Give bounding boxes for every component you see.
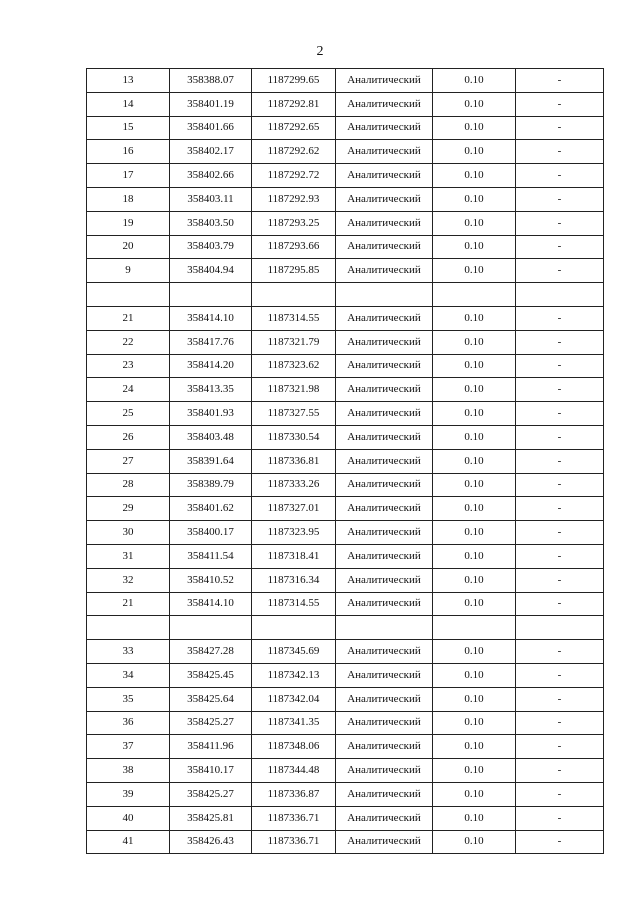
note-cell: - bbox=[516, 116, 604, 140]
table-row bbox=[87, 735, 604, 759]
x-coordinate-cell: 358402.17 bbox=[170, 140, 252, 164]
x-coordinate-cell: 358414.20 bbox=[170, 354, 252, 378]
accuracy-cell: 0.10 bbox=[433, 330, 516, 354]
y-coordinate-cell: 1187318.41 bbox=[252, 544, 336, 568]
y-coordinate-cell: 1187327.01 bbox=[252, 497, 336, 521]
method-cell: Аналитический bbox=[336, 330, 433, 354]
accuracy-cell: 0.10 bbox=[433, 116, 516, 140]
note-cell: - bbox=[516, 735, 604, 759]
x-coordinate-cell: 358427.28 bbox=[170, 640, 252, 664]
x-coordinate-cell: 358403.50 bbox=[170, 211, 252, 235]
note-cell: - bbox=[516, 378, 604, 402]
y-coordinate-cell: 1187342.04 bbox=[252, 687, 336, 711]
accuracy-cell: 0.10 bbox=[433, 473, 516, 497]
method-cell bbox=[336, 283, 433, 307]
note-cell: - bbox=[516, 830, 604, 854]
x-coordinate-cell bbox=[170, 616, 252, 640]
point-number-cell: 17 bbox=[87, 164, 170, 188]
table-row bbox=[87, 473, 604, 497]
y-coordinate-cell: 1187292.81 bbox=[252, 92, 336, 116]
accuracy-cell: 0.10 bbox=[433, 640, 516, 664]
table-row bbox=[87, 402, 604, 426]
method-cell: Аналитический bbox=[336, 687, 433, 711]
y-coordinate-cell bbox=[252, 616, 336, 640]
y-coordinate-cell: 1187293.66 bbox=[252, 235, 336, 259]
note-cell: - bbox=[516, 187, 604, 211]
accuracy-cell: 0.10 bbox=[433, 687, 516, 711]
table-row bbox=[87, 425, 604, 449]
table-row bbox=[87, 211, 604, 235]
table-row bbox=[87, 140, 604, 164]
y-coordinate-cell: 1187348.06 bbox=[252, 735, 336, 759]
coordinates-table bbox=[86, 68, 604, 854]
accuracy-cell bbox=[433, 616, 516, 640]
method-cell: Аналитический bbox=[336, 402, 433, 426]
point-number-cell: 9 bbox=[87, 259, 170, 283]
table-row bbox=[87, 544, 604, 568]
separator-row bbox=[87, 616, 604, 640]
y-coordinate-cell: 1187344.48 bbox=[252, 759, 336, 783]
table-row bbox=[87, 164, 604, 188]
point-number-cell: 30 bbox=[87, 521, 170, 545]
y-coordinate-cell: 1187321.98 bbox=[252, 378, 336, 402]
accuracy-cell: 0.10 bbox=[433, 425, 516, 449]
note-cell: - bbox=[516, 711, 604, 735]
table-row bbox=[87, 640, 604, 664]
point-number-cell: 21 bbox=[87, 306, 170, 330]
x-coordinate-cell: 358401.66 bbox=[170, 116, 252, 140]
x-coordinate-cell: 358425.27 bbox=[170, 711, 252, 735]
accuracy-cell: 0.10 bbox=[433, 164, 516, 188]
point-number-cell: 18 bbox=[87, 187, 170, 211]
y-coordinate-cell: 1187292.72 bbox=[252, 164, 336, 188]
accuracy-cell: 0.10 bbox=[433, 402, 516, 426]
x-coordinate-cell: 358401.19 bbox=[170, 92, 252, 116]
x-coordinate-cell: 358425.81 bbox=[170, 806, 252, 830]
accuracy-cell: 0.10 bbox=[433, 544, 516, 568]
y-coordinate-cell: 1187292.93 bbox=[252, 187, 336, 211]
note-cell: - bbox=[516, 687, 604, 711]
table-row bbox=[87, 663, 604, 687]
point-number-cell: 37 bbox=[87, 735, 170, 759]
point-number-cell: 26 bbox=[87, 425, 170, 449]
note-cell: - bbox=[516, 497, 604, 521]
x-coordinate-cell: 358403.48 bbox=[170, 425, 252, 449]
point-number-cell: 19 bbox=[87, 211, 170, 235]
method-cell: Аналитический bbox=[336, 187, 433, 211]
point-number-cell: 16 bbox=[87, 140, 170, 164]
y-coordinate-cell: 1187330.54 bbox=[252, 425, 336, 449]
point-number-cell: 24 bbox=[87, 378, 170, 402]
table-row bbox=[87, 330, 604, 354]
note-cell: - bbox=[516, 140, 604, 164]
y-coordinate-cell: 1187336.87 bbox=[252, 782, 336, 806]
method-cell: Аналитический bbox=[336, 497, 433, 521]
method-cell: Аналитический bbox=[336, 140, 433, 164]
method-cell bbox=[336, 616, 433, 640]
accuracy-cell: 0.10 bbox=[433, 735, 516, 759]
note-cell: - bbox=[516, 330, 604, 354]
accuracy-cell: 0.10 bbox=[433, 354, 516, 378]
x-coordinate-cell: 358401.93 bbox=[170, 402, 252, 426]
note-cell bbox=[516, 283, 604, 307]
note-cell: - bbox=[516, 402, 604, 426]
note-cell: - bbox=[516, 782, 604, 806]
table-row bbox=[87, 69, 604, 93]
x-coordinate-cell: 358388.07 bbox=[170, 69, 252, 93]
table-row bbox=[87, 497, 604, 521]
x-coordinate-cell: 358414.10 bbox=[170, 592, 252, 616]
table-row bbox=[87, 711, 604, 735]
note-cell: - bbox=[516, 259, 604, 283]
x-coordinate-cell: 358411.96 bbox=[170, 735, 252, 759]
x-coordinate-cell: 358413.35 bbox=[170, 378, 252, 402]
point-number-cell bbox=[87, 616, 170, 640]
accuracy-cell: 0.10 bbox=[433, 378, 516, 402]
x-coordinate-cell: 358400.17 bbox=[170, 521, 252, 545]
note-cell: - bbox=[516, 449, 604, 473]
x-coordinate-cell: 358401.62 bbox=[170, 497, 252, 521]
accuracy-cell: 0.10 bbox=[433, 140, 516, 164]
x-coordinate-cell: 358402.66 bbox=[170, 164, 252, 188]
table-row bbox=[87, 187, 604, 211]
method-cell: Аналитический bbox=[336, 759, 433, 783]
y-coordinate-cell: 1187293.25 bbox=[252, 211, 336, 235]
x-coordinate-cell: 358403.11 bbox=[170, 187, 252, 211]
accuracy-cell: 0.10 bbox=[433, 92, 516, 116]
point-number-cell: 22 bbox=[87, 330, 170, 354]
method-cell: Аналитический bbox=[336, 806, 433, 830]
point-number-cell: 27 bbox=[87, 449, 170, 473]
y-coordinate-cell bbox=[252, 283, 336, 307]
point-number-cell: 35 bbox=[87, 687, 170, 711]
method-cell: Аналитический bbox=[336, 592, 433, 616]
y-coordinate-cell: 1187333.26 bbox=[252, 473, 336, 497]
y-coordinate-cell: 1187327.55 bbox=[252, 402, 336, 426]
note-cell: - bbox=[516, 473, 604, 497]
accuracy-cell: 0.10 bbox=[433, 806, 516, 830]
point-number-cell: 28 bbox=[87, 473, 170, 497]
x-coordinate-cell: 358425.45 bbox=[170, 663, 252, 687]
table-row bbox=[87, 378, 604, 402]
accuracy-cell: 0.10 bbox=[433, 211, 516, 235]
table-row bbox=[87, 235, 604, 259]
note-cell: - bbox=[516, 354, 604, 378]
method-cell: Аналитический bbox=[336, 378, 433, 402]
x-coordinate-cell: 358425.27 bbox=[170, 782, 252, 806]
accuracy-cell: 0.10 bbox=[433, 782, 516, 806]
note-cell: - bbox=[516, 640, 604, 664]
table-row bbox=[87, 259, 604, 283]
method-cell: Аналитический bbox=[336, 830, 433, 854]
note-cell: - bbox=[516, 568, 604, 592]
accuracy-cell: 0.10 bbox=[433, 521, 516, 545]
x-coordinate-cell bbox=[170, 283, 252, 307]
note-cell: - bbox=[516, 164, 604, 188]
point-number-cell bbox=[87, 283, 170, 307]
method-cell: Аналитический bbox=[336, 164, 433, 188]
x-coordinate-cell: 358404.94 bbox=[170, 259, 252, 283]
y-coordinate-cell: 1187345.69 bbox=[252, 640, 336, 664]
y-coordinate-cell: 1187336.71 bbox=[252, 830, 336, 854]
x-coordinate-cell: 358425.64 bbox=[170, 687, 252, 711]
point-number-cell: 41 bbox=[87, 830, 170, 854]
table-row bbox=[87, 354, 604, 378]
accuracy-cell: 0.10 bbox=[433, 69, 516, 93]
y-coordinate-cell: 1187295.85 bbox=[252, 259, 336, 283]
method-cell: Аналитический bbox=[336, 663, 433, 687]
point-number-cell: 34 bbox=[87, 663, 170, 687]
x-coordinate-cell: 358391.64 bbox=[170, 449, 252, 473]
separator-row bbox=[87, 283, 604, 307]
accuracy-cell: 0.10 bbox=[433, 449, 516, 473]
note-cell: - bbox=[516, 521, 604, 545]
accuracy-cell: 0.10 bbox=[433, 759, 516, 783]
y-coordinate-cell: 1187292.62 bbox=[252, 140, 336, 164]
method-cell: Аналитический bbox=[336, 735, 433, 759]
note-cell: - bbox=[516, 425, 604, 449]
note-cell: - bbox=[516, 663, 604, 687]
method-cell: Аналитический bbox=[336, 449, 433, 473]
y-coordinate-cell: 1187316.34 bbox=[252, 568, 336, 592]
y-coordinate-cell: 1187336.71 bbox=[252, 806, 336, 830]
point-number-cell: 38 bbox=[87, 759, 170, 783]
method-cell: Аналитический bbox=[336, 544, 433, 568]
y-coordinate-cell: 1187292.65 bbox=[252, 116, 336, 140]
coordinates-table-body bbox=[87, 69, 604, 854]
method-cell: Аналитический bbox=[336, 568, 433, 592]
y-coordinate-cell: 1187314.55 bbox=[252, 306, 336, 330]
y-coordinate-cell: 1187336.81 bbox=[252, 449, 336, 473]
y-coordinate-cell: 1187314.55 bbox=[252, 592, 336, 616]
y-coordinate-cell: 1187299.65 bbox=[252, 69, 336, 93]
point-number-cell: 29 bbox=[87, 497, 170, 521]
x-coordinate-cell: 358403.79 bbox=[170, 235, 252, 259]
accuracy-cell: 0.10 bbox=[433, 497, 516, 521]
table-row bbox=[87, 759, 604, 783]
accuracy-cell: 0.10 bbox=[433, 568, 516, 592]
method-cell: Аналитический bbox=[336, 69, 433, 93]
point-number-cell: 39 bbox=[87, 782, 170, 806]
method-cell: Аналитический bbox=[336, 116, 433, 140]
accuracy-cell: 0.10 bbox=[433, 663, 516, 687]
x-coordinate-cell: 358426.43 bbox=[170, 830, 252, 854]
method-cell: Аналитический bbox=[336, 211, 433, 235]
x-coordinate-cell: 358417.76 bbox=[170, 330, 252, 354]
method-cell: Аналитический bbox=[336, 521, 433, 545]
note-cell: - bbox=[516, 69, 604, 93]
accuracy-cell: 0.10 bbox=[433, 235, 516, 259]
note-cell: - bbox=[516, 592, 604, 616]
method-cell: Аналитический bbox=[336, 425, 433, 449]
x-coordinate-cell: 358410.17 bbox=[170, 759, 252, 783]
accuracy-cell: 0.10 bbox=[433, 306, 516, 330]
note-cell: - bbox=[516, 235, 604, 259]
accuracy-cell: 0.10 bbox=[433, 830, 516, 854]
method-cell: Аналитический bbox=[336, 235, 433, 259]
method-cell: Аналитический bbox=[336, 259, 433, 283]
point-number-cell: 13 bbox=[87, 69, 170, 93]
page-number: 2 bbox=[316, 44, 324, 59]
accuracy-cell: 0.10 bbox=[433, 187, 516, 211]
note-cell: - bbox=[516, 759, 604, 783]
point-number-cell: 31 bbox=[87, 544, 170, 568]
table-row bbox=[87, 306, 604, 330]
y-coordinate-cell: 1187323.62 bbox=[252, 354, 336, 378]
table-row bbox=[87, 449, 604, 473]
method-cell: Аналитический bbox=[336, 306, 433, 330]
accuracy-cell: 0.10 bbox=[433, 711, 516, 735]
x-coordinate-cell: 358411.54 bbox=[170, 544, 252, 568]
note-cell: - bbox=[516, 306, 604, 330]
note-cell: - bbox=[516, 211, 604, 235]
table-row bbox=[87, 806, 604, 830]
note-cell bbox=[516, 616, 604, 640]
point-number-cell: 20 bbox=[87, 235, 170, 259]
method-cell: Аналитический bbox=[336, 354, 433, 378]
method-cell: Аналитический bbox=[336, 711, 433, 735]
method-cell: Аналитический bbox=[336, 92, 433, 116]
point-number-cell: 32 bbox=[87, 568, 170, 592]
method-cell: Аналитический bbox=[336, 473, 433, 497]
table-row bbox=[87, 568, 604, 592]
point-number-cell: 14 bbox=[87, 92, 170, 116]
accuracy-cell bbox=[433, 283, 516, 307]
point-number-cell: 15 bbox=[87, 116, 170, 140]
accuracy-cell: 0.10 bbox=[433, 259, 516, 283]
table-row bbox=[87, 830, 604, 854]
accuracy-cell: 0.10 bbox=[433, 592, 516, 616]
note-cell: - bbox=[516, 544, 604, 568]
table-row bbox=[87, 116, 604, 140]
point-number-cell: 33 bbox=[87, 640, 170, 664]
method-cell: Аналитический bbox=[336, 640, 433, 664]
note-cell: - bbox=[516, 92, 604, 116]
y-coordinate-cell: 1187323.95 bbox=[252, 521, 336, 545]
table-row bbox=[87, 687, 604, 711]
y-coordinate-cell: 1187341.35 bbox=[252, 711, 336, 735]
point-number-cell: 25 bbox=[87, 402, 170, 426]
y-coordinate-cell: 1187342.13 bbox=[252, 663, 336, 687]
x-coordinate-cell: 358410.52 bbox=[170, 568, 252, 592]
x-coordinate-cell: 358389.79 bbox=[170, 473, 252, 497]
table-row bbox=[87, 521, 604, 545]
point-number-cell: 23 bbox=[87, 354, 170, 378]
point-number-cell: 21 bbox=[87, 592, 170, 616]
point-number-cell: 36 bbox=[87, 711, 170, 735]
note-cell: - bbox=[516, 806, 604, 830]
x-coordinate-cell: 358414.10 bbox=[170, 306, 252, 330]
point-number-cell: 40 bbox=[87, 806, 170, 830]
table-row bbox=[87, 92, 604, 116]
y-coordinate-cell: 1187321.79 bbox=[252, 330, 336, 354]
method-cell: Аналитический bbox=[336, 782, 433, 806]
table-row bbox=[87, 592, 604, 616]
table-row bbox=[87, 782, 604, 806]
